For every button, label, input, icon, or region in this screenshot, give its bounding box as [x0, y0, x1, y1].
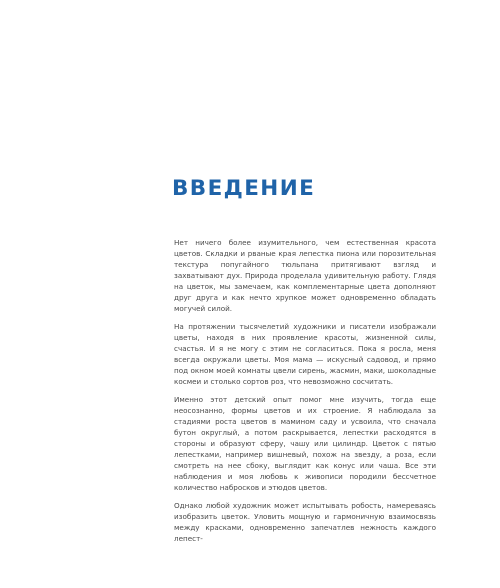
paragraph-1: Нет ничего более изумительного, чем естественная красота цветов. Складки и рваные края лепестка пиона или порозительная текстура попугайного тюльпана притягивают взгляд и захватывают дух. Природа проделала удивительную работу. Глядя на цветок, мы замечаем, как комплементарные цвета дополняют друг друга и как нечто хрупкое может одновременно обладать могучей силой. — [174, 238, 436, 313]
paragraph-3: Именно этот детский опыт помог мне изучить, тогда еще неосознанно, формы цветов и их строение. Я наблюдала за стадиями роста цветов в маминoм саду и усвоила, что сначала бутон округлый, а потом раскрывается, лепестки расходятся в стороны и образуют сферу, чашу или цилиндр. Цветок с пятью лепестками, например вишневый, похож на звезду, а роза, если смотреть на нее сбоку, выглядит как конус или чаша. Все эти наблюдения и моя любовь к живописи породили бессчетное количество набросков и этюдов цветов. — [174, 395, 436, 492]
body-text — [174, 237, 436, 551]
paragraph-4: Однако любой художник может испытывать робость, намереваясь изобразить цветок. Уловить мощную и гармоничную взаимосвязь между красками, одновременно запечатлев нежность каждого лепест- — [174, 501, 436, 543]
paragraph-2: На протяжении тысячелетий художники и писатели изображали цветы, находя в них проявление красоты, жизненной силы, счастья. И я не могу с этим не согласиться. Пока я росла, меня всегда окружали цветы. Моя мама — искусный садовод, и прямо под окном моей комнаты цвели сирень, жасмин, маки, шоколадные космеи и столько сортов роз, что невозможно сосчитать. — [174, 322, 436, 386]
chapter-title: ВВЕДЕНИЕ — [172, 176, 316, 201]
